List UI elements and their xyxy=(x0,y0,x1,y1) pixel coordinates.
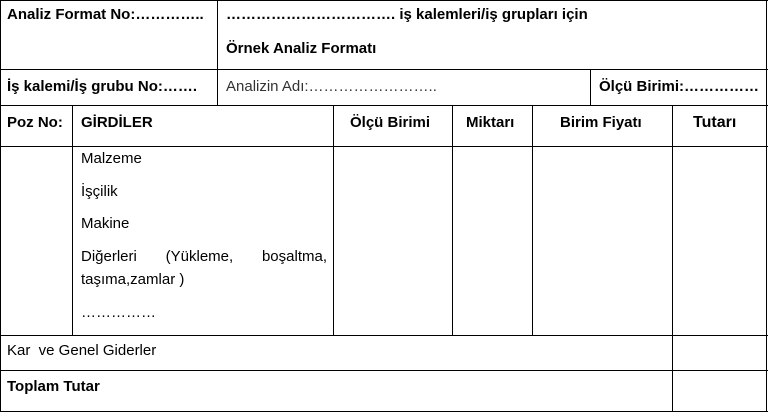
info-col-divider-unit xyxy=(590,69,591,106)
unit-field: Ölçü Birimi:…………… xyxy=(599,78,760,95)
input-labor: İşçilik xyxy=(81,183,118,200)
row-divider-inputs xyxy=(0,335,768,336)
row-divider-info xyxy=(0,105,768,106)
input-others-line1: Diğerleri (Yükleme, boşaltma, xyxy=(81,248,327,265)
col-divider-unit xyxy=(452,105,453,336)
col-divider-price xyxy=(672,105,673,412)
col-header-amount: Tutarı xyxy=(693,114,737,131)
col-divider-inputs xyxy=(333,105,334,336)
profit-overhead-label: Kar ve Genel Giderler xyxy=(7,342,157,359)
row-divider-profit xyxy=(0,370,768,371)
border-left xyxy=(0,0,1,412)
analysis-name: Analizin Adı:…………………….. xyxy=(226,78,437,95)
col-header-poz-no: Poz No: xyxy=(7,114,63,131)
row-divider-header xyxy=(0,69,768,70)
border-right xyxy=(766,0,767,412)
col-header-inputs: GİRDİLER xyxy=(81,114,153,131)
border-top xyxy=(0,0,768,1)
col-divider-quantity xyxy=(532,105,533,336)
col-header-quantity: Miktarı xyxy=(466,114,515,131)
analysis-format-no: Analiz Format No:………….. xyxy=(7,6,204,23)
item-group-no: İş kalemi/İş grubu No:……. xyxy=(7,78,198,95)
sample-format-title: Örnek Analiz Formatı xyxy=(226,40,377,57)
input-others-line2: taşıma,zamlar ) xyxy=(81,271,185,288)
col-header-unit: Ölçü Birimi xyxy=(350,114,431,131)
total-label: Toplam Tutar xyxy=(7,378,100,395)
input-materials: Malzeme xyxy=(81,150,142,167)
input-dots: …………… xyxy=(81,304,156,321)
col-divider-poz xyxy=(72,105,73,336)
col-header-unit-price: Birim Fiyatı xyxy=(560,114,642,131)
input-machinery: Makine xyxy=(81,215,130,232)
item-groups-line: ……………………………. iş kalemleri/iş grupları için xyxy=(226,6,588,23)
border-bottom xyxy=(0,411,768,412)
header-col-divider xyxy=(217,0,218,106)
row-divider-columns xyxy=(0,146,768,147)
